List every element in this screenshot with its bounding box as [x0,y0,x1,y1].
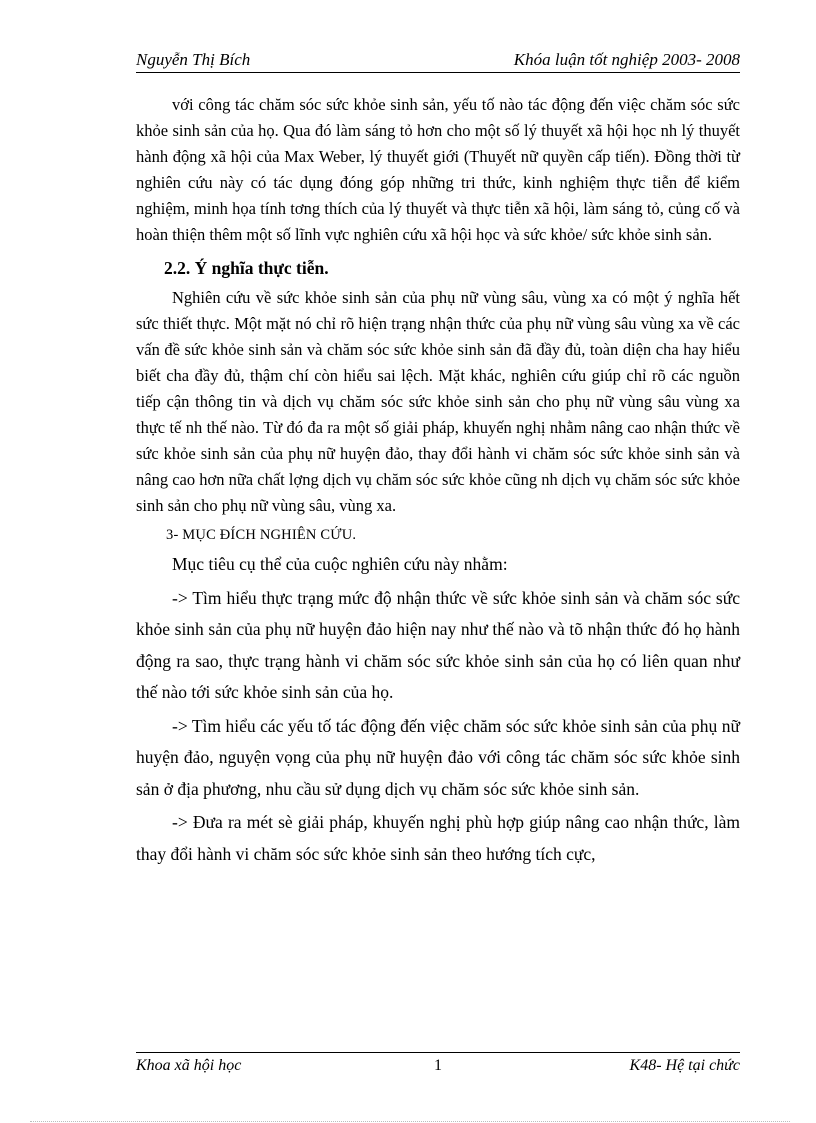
page-bottom-edge [30,1121,790,1122]
goal-item-3: -> Đưa ra mét sè giải pháp, khuyến nghị phù hợp giúp nâng cao nhận thức, làm thay đổi hành vi chăm sóc sức khỏe sinh sản theo hướng tích cực, [136,812,740,864]
paragraph-intro: với công tác chăm sóc sức khỏe sinh sản, yếu tố nào tác động đến việc chăm sóc sức khỏe sinh sản của họ. Qua đó làm sáng tỏ hơn cho một số lý thuyết xã hội học nh lý thuyết hành động xã hội của Max Weber, lý thuyết giới (Thuyết nữ quyền cấp tiến). Đồng thời từ nghiên cứu này có tác dụng đóng góp những tri thức, kinh nghiệm thực tiễn để kiểm nghiệm, minh họa tính tơng thích của lý thuyết và thực tiễn xã hội, làm sáng tỏ, củng cố và hoàn thiện thêm một số lĩnh vực nghiên cứu xã hội học và sức khỏe/ sức khỏe sinh sản. [136,95,740,245]
header-author: Nguyễn Thị Bích [136,50,251,69]
page-number: 1 [434,1057,442,1074]
paragraph-practical: Nghiên cứu về sức khỏe sinh sản của phụ nữ vùng sâu, vùng xa có một ý nghĩa hết sức thiết thực. Một mặt nó chỉ rõ hiện trạng nhận thức của phụ nữ vùng sâu vùng xa về các vấn đề sức khỏe sinh sản và chăm sóc sức khỏe sinh sản đã đầy đủ, toàn diện cha hay hiểu biết cha đầy đủ, thậm chí còn hiểu sai lệch. Mặt khác, nghiên cứu giúp chỉ rõ các nguồn tiếp cận thông tin và dịch vụ chăm sóc sức khỏe sinh sản cho phụ nữ vùng sâu vùng xa thực tế nh thế nào. Từ đó đa ra một số giải pháp, khuyến nghị nhằm nâng cao nhận thức về sức khỏe sinh sản của phụ nữ huyện đảo, thay đổi hành vi chăm sóc sức khỏe sinh sản và nâng cao hơn nữa chất lợng dịch vụ chăm sóc sức khỏe cũng nh dịch vụ chăm sóc sức khỏe sinh sản cho phụ nữ vùng sâu, vùng xa. [136,287,740,516]
paragraph-goal-intro: Mục tiêu cụ thể của cuộc nghiên cứu này nhằm: [172,554,508,575]
goal-item-1: -> Tìm hiểu thực trạng mức độ nhận thức về sức khỏe sinh sản và chăm sóc sức khỏe sinh sản của phụ nữ huyện đảo hiện nay như thế nào và tõ nhận thức đó họ hành động ra sao, thực trạng hành vi chăm sóc sức khỏe sinh sản của họ có liên quan như thế nào tới sức khỏe sinh sản của họ. [136,587,740,703]
heading-practical-significance: 2.2. Ý nghĩa thực tiễn. [164,257,329,278]
footer-department: Khoa xã hội học [136,1057,242,1074]
page-footer [136,1052,740,1077]
page-header [136,48,740,73]
footer-class: K48- Hệ tại chức [629,1057,740,1074]
goal-item-2: -> Tìm hiểu các yếu tố tác động đến việc chăm sóc sức khỏe sinh sản của phụ nữ huyện đảo, nguyện vọng của phụ nữ huyện đảo với công tác chăm sóc sức khỏe sinh sản ở địa phương, nhu cầu sử dụng dịch vụ chăm sóc sức khỏe sinh sản. [136,715,740,799]
page-body [136,92,740,870]
header-title: Khóa luận tốt nghiệp 2003- 2008 [513,50,740,69]
heading-research-purpose: 3- MỤC ĐÍCH NGHIÊN CỨU. [166,527,357,544]
